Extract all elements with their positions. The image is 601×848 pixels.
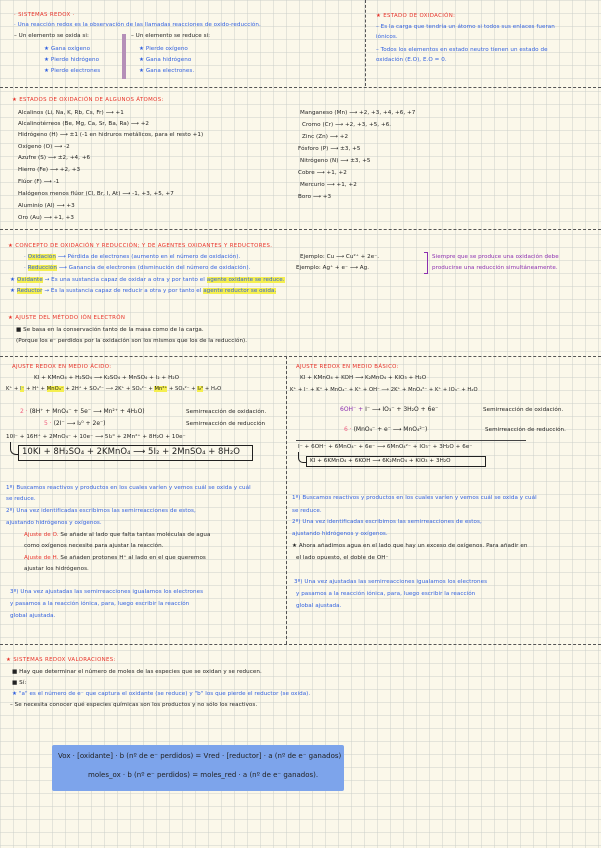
text-line: – Es la carga que tendría un átomo si todos sus enlaces fueran (376, 24, 555, 30)
arrow-down-icon (298, 452, 306, 463)
text-line: ★ "a" es el número de e⁻ que captura el oxidante (se reduce) y "b" los que pierde el reductor (se oxida). (12, 691, 311, 697)
text-line: – Se necesita conocer qué especies químicas son los productos y no sólo los reactivos. (10, 702, 258, 708)
text-line: (Porque los e⁻ perdidos por la oxidación son los mismos que los de la reducción). (16, 338, 248, 344)
divider-horizontal (0, 644, 601, 645)
equation-ionic: K⁺ + I⁻ + K⁺ + MnO₄⁻ + K⁺ + OH⁻ ⟶ 2K⁺ + MnO₄²⁻ + K⁺ + IO₃⁻ + H₂O (290, 387, 478, 393)
element-state: Nitrógeno (N) ⟶ ±3, +5 (300, 158, 371, 164)
heading-estados-atomos: ★ ESTADOS DE OXIDACIÓN DE ALGUNOS ÁTOMOS: (12, 97, 164, 103)
ajuste-h-cont: ajustar los hidrógenos. (24, 566, 89, 572)
element-state: Alcalinotérreos (Be, Mg, Ca, Sr, Ba, Ra) ⟶ +2 (18, 121, 150, 127)
element-state: Flúor (F) ⟶ -1 (18, 179, 60, 185)
highlight-reductor: agente reductor se oxida. (203, 288, 277, 294)
element-state: Fósforo (P) ⟶ ±3, +5 (298, 146, 361, 152)
term-oxidante: Oxidante (16, 277, 43, 283)
half-reaction-label: Semirreacción de reducción. (485, 427, 566, 433)
formula-moles: moles_ox · b (nº e⁻ perdidos) = moles_red · a (nº de e⁻ ganados). (88, 771, 319, 779)
step-line: 2º) Una vez identificadas escribimos las semirreacciones de estos, (292, 519, 482, 525)
divider-horizontal (0, 87, 601, 88)
definition-text: · Una reacción redox es la observación de las llamadas reacciones de oxido-reducción. (14, 22, 261, 28)
highlight-oxidante: agente oxidante se reduce. (206, 277, 285, 283)
sum-line (296, 440, 526, 441)
text-line: ■ Sí: (12, 680, 27, 686)
step-line: global ajustada. (296, 603, 342, 609)
equation-sum: 10I⁻ + 16H⁺ + 2MnO₄⁻ + 10e⁻ ⟶ 5I₂⁰ + 2Mn²⁺ + 8H₂O + 10e⁻ (6, 434, 186, 440)
oxida-header: – Un elemento se oxida si: (14, 33, 89, 39)
element-state: Boro ⟶ +3 (298, 194, 332, 200)
heading-medio-acido: AJUSTE REDOX EN MEDIO ÁCIDO: (12, 364, 112, 370)
side-note: Siempre que se produce una oxidación debe (432, 254, 559, 260)
oxida-item: ★ Gana oxígeno (44, 46, 91, 52)
element-state: Mercurio ⟶ +1, +2 (300, 182, 357, 188)
heading-ajuste-ion: ★ AJUSTE DEL MÉTODO IÓN ELECTRÓN (8, 315, 126, 321)
step-line: 1º) Buscamos reactivos y productos en los cuales varíen y vemos cuál se oxida y cuál (6, 485, 251, 491)
divider-horizontal (0, 229, 601, 230)
equation-molecular: KI + KMnO₄ + KOH ⟶ K₂MnO₄ + KIO₃ + H₂O (300, 375, 427, 381)
element-state: Halógenos menos flúor (Cl, Br, I, At) ⟶ -1, +3, +5, +7 (18, 191, 174, 197)
final-equation-box (306, 456, 486, 467)
heading-medio-basico: AJUSTE REDOX EN MEDIO BÁSICO: (296, 364, 399, 370)
oxidante-definition: ★ Oxidante → Es una sustancia capaz de oxidar a otra y por tanto el agente oxidante se reduce. (10, 277, 285, 283)
step-line: el lado opuesto, el doble de OH⁻ (296, 555, 389, 561)
divider-bar (122, 34, 126, 79)
step-line: global ajustada. (10, 613, 56, 619)
divider-vertical (286, 356, 287, 644)
final-equation: 10KI + 8H₂SO₄ + 2KMnO₄ ⟶ 5I₂ + 2MnSO₄ + 8H₂O (22, 447, 240, 457)
reduce-item: ★ Gana hidrógeno (139, 57, 192, 63)
term-oxidacion: Oxidación (27, 254, 56, 260)
half-reaction-label: Semirreacción de oxidación. (483, 407, 564, 413)
heading-concepto: ★ CONCEPTO DE OXIDACIÓN Y REDUCCIÓN; Y DE AGENTES OXIDANTES Y REDUCTORES. (8, 243, 273, 249)
element-state: Oxígeno (O) ⟶ -2 (18, 144, 70, 150)
equation-ionic: K⁺ + I⁻ + H⁺ + MnO₄⁻ + 2H⁺ + SO₄²⁻ ⟶ 2K⁺ + SO₄²⁻ + Mn²⁺ + SO₄²⁻ + I₂⁰ + H₂O (6, 386, 222, 392)
reduccion-definition: · Reducción ⟶ Ganancia de electrones (disminución del número de oxidación). (24, 265, 251, 271)
reduce-item: ★ Gana electrones. (139, 68, 195, 74)
element-state: Cromo (Cr) ⟶ +2, +3, +5, +6. (302, 122, 392, 128)
divider-horizontal (0, 356, 601, 357)
reduccion-example: Ejemplo: Ag⁺ + e⁻ ⟶ Ag. (296, 265, 370, 271)
half-reaction-1: 6OH⁻ + I⁻ ⟶ IO₃⁻ + 3H₂O + 6e⁻ (340, 406, 439, 413)
step-line: se reduce. (292, 508, 322, 514)
half-reaction-2: 6 · (MnO₄⁻ + e⁻ ⟶ MnO₄²⁻) (344, 426, 428, 433)
step-line: 3º) Una vez ajustadas las semirreacciones igualamos los electrones (10, 589, 204, 595)
oxidacion-definition: · Oxidación ⟶ Pérdida de electrones (aumento en el número de oxidación). (24, 254, 241, 260)
heading-estado-oxidacion: ★ ESTADO DE OXIDACIÓN: (376, 13, 456, 19)
element-state: Hierro (Fe) ⟶ +2, +3 (18, 167, 81, 173)
equation-molecular: KI + KMnO₄ + H₂SO₄ ⟶ K₂SO₄ + MnSO₄ + I₂ + H₂O (34, 375, 180, 381)
text-line: – Todos los elementos en estado neutro tienen un estado de (376, 47, 548, 53)
step-line: y pasamos a la reacción iónica, para, luego escribir la reacción (296, 591, 476, 597)
half-reaction-1: 2 · (8H⁺ + MnO₄⁻ + 5e⁻ ⟶ Mn²⁺ + 4H₂O) (20, 408, 145, 415)
half-reaction-2: 5 · (2I⁻ ⟶ I₂⁰ + 2e⁻) (44, 420, 106, 427)
heading-sistemas-redox: · SISTEMAS REDOX · (14, 12, 75, 18)
oxida-item: ★ Pierde hidrógeno (44, 57, 100, 63)
bracket (424, 252, 428, 274)
ajuste-h: Ajuste de H. Se añaden protones H⁺ al lado en el que queremos (24, 555, 206, 561)
half-reaction-label: Semirreacción de oxidación. (186, 409, 267, 415)
element-state: Alcalinos (Li, Na, K, Rb, Cs, Fr) ⟶ +1 (18, 110, 124, 116)
element-state: Oro (Au) ⟶ +1, +3 (18, 215, 74, 221)
step-line: ajustando hidrógenos y oxígenos. (292, 531, 388, 537)
formula-volume: Vox · [oxidante] · b (nº de e⁻ perdidos) = Vred · [reductor] · a (nº de e⁻ ganados) (58, 752, 342, 760)
element-state: Manganeso (Mn) ⟶ +2, +3, +4, +6, +7 (300, 110, 416, 116)
text-line: oxidación (E.O), E.O = 0. (376, 57, 447, 63)
term-reductor: Reductor (16, 288, 43, 294)
element-state: Aluminio (Al) ⟶ +3 (18, 203, 75, 209)
text-line: ■ Se basa en la conservación tanto de la masa como de la carga. (16, 327, 204, 333)
reductor-definition: ★ Reductor → Es la sustancia capaz de reducir a otra y por tanto el agente reductor se oxida. (10, 288, 277, 294)
element-state: Zinc (Zn) ⟶ +2 (302, 134, 349, 140)
final-equation-box (18, 445, 253, 461)
reduce-item: ★ Pierde oxígeno (139, 46, 188, 52)
oxida-item: ★ Pierde electrones (44, 68, 101, 74)
final-equation: KI + 6KMnO₄ + 6KOH ⟶ 6K₂MnO₄ + KIO₃ + 3H₂O (310, 458, 451, 464)
heading-valoraciones: ★ SISTEMAS REDOX VALORACIONES: (6, 657, 116, 663)
ajuste-o-cont: como oxígenos necesite para ajustar la reacción. (24, 543, 164, 549)
element-state: Azufre (S) ⟶ ±2, +4, +6 (18, 155, 91, 161)
element-state: Cobre ⟶ +1, +2 (298, 170, 347, 176)
step-line: se reduce. (6, 496, 36, 502)
oxidacion-example: Ejemplo: Cu ⟶ Cu²⁺ + 2e⁻. (300, 254, 380, 260)
step-line: y pasamos a la reacción iónica, para, luego escribir la reacción (10, 601, 190, 607)
divider-vertical (365, 0, 366, 86)
half-reaction-label: Semirreacción de reducción (186, 421, 266, 427)
ajuste-o: Ajuste de O. Se añade al lado que falta tantas moléculas de agua (24, 532, 211, 538)
step-line: 2º) Una vez identificadas escribimos las semirreacciones de estos, (6, 508, 196, 514)
equation-sum: I⁻ + 6OH⁻ + 6MnO₄⁻ + 6e⁻ ⟶ 6MnO₄²⁻ + IO₃⁻ + 3H₂O + 6e⁻ (298, 444, 473, 450)
text-line: ■ Hay que determinar el número de moles de las especies que se oxidan y se reducen. (12, 669, 262, 675)
text-line: iónicos. (376, 34, 398, 40)
formula-box (52, 745, 344, 791)
step-line: ajustando hidrógenos y oxígenos. (6, 520, 102, 526)
step-line: ★ Ahora añadimos agua en el lado que hay un exceso de oxígenos. Para añadir en (292, 543, 528, 549)
step-line: 1º) Buscamos reactivos y productos en los cuales varíen y vemos cuál se oxida y cuál (292, 495, 537, 501)
term-reduccion: Reducción (27, 265, 57, 271)
side-note: producirse una reducción simultáneamente. (432, 265, 558, 271)
reduce-header: – Un elemento se reduce si: (131, 33, 211, 39)
step-line: 3º) Una vez ajustadas las semirreacciones igualamos los electrones (294, 579, 488, 585)
element-state: Hidrógeno (H) ⟶ ±1 (-1 en hidruros metálicos, para el resto +1) (18, 132, 204, 138)
